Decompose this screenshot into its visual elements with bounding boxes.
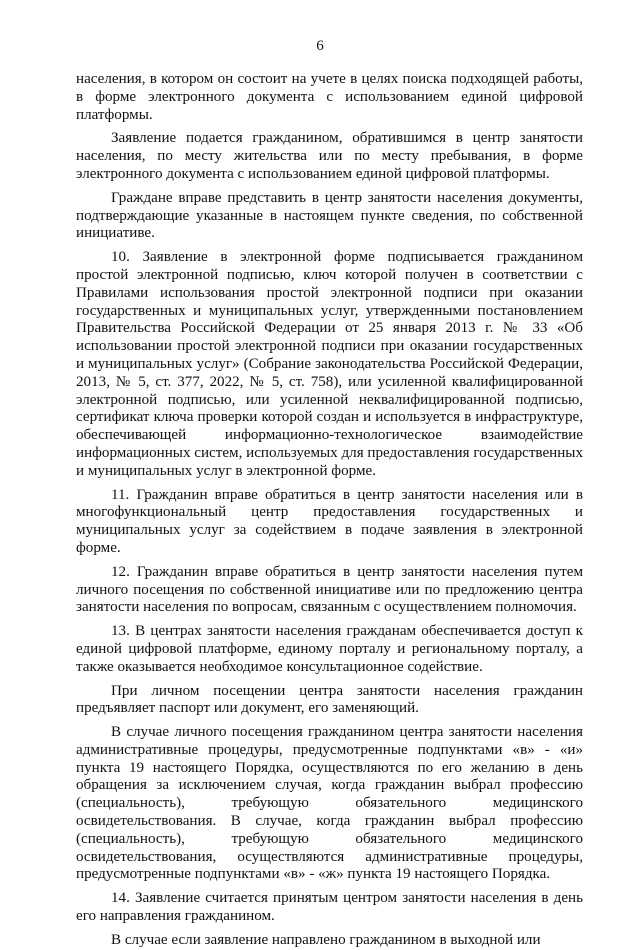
paragraph-personal-visit-passport: При личном посещении центра занятости населения гражданин предъявляет паспорт или документ, его заменяющий. (76, 682, 583, 717)
paragraph-weekend-start: В случае если заявление направлено гражданином в выходной или (111, 931, 541, 948)
document-body (76, 71, 583, 950)
paragraph-item-11: 11. Гражданин вправе обратиться в центр занятости населения или в многофункциональный центр предоставления государственных и муниципальных услуг за содействием в подаче заявления в электронной форме. (76, 486, 583, 556)
paragraph-item-10: 10. Заявление в электронной форме подписывается гражданином простой электронной подписью, ключ которой получен в соответствии с Правилами использования простой электронной подписи при оказании государственных и муниципальных услуг, утвержденными постановлением Правительства Российской Федерации от 25 января 2013 г. № 33 «Об использовании простой электронной подписи при оказании государственных и муниципальных услуг» (Собрание законодательства Российской Федерации, 2013, № 5, ст. 377, 2022, № 5, ст. 758), или усиленной квалифицированной электронной подписью, или усиленной неквалифицированной подписью, сертификат ключа проверки которой создан и используется в инфраструктуре, обеспечивающей информационно-технологическое взаимодействие информационных систем, используемых для предоставления государственных и муниципальных услуг в электронной форме. (76, 249, 583, 479)
paragraph-continuation: населения, в котором он состоит на учете в целях поиска подходящей работы, в форме электронного документа с использованием единой цифровой платформы. (76, 71, 583, 123)
paragraph-item-13: 13. В центрах занятости населения гражданам обеспечивается доступ к единой цифровой платформе, единому порталу и региональному порталу, а также оказывается необходимое консультационное содействие. (76, 623, 583, 675)
paragraph-item-12: 12. Гражданин вправе обратиться в центр занятости населения путем личного посещения по собственной инициативе или по предложению центра занятости населения по вопросам, связанным с осуществлением полномочия. (76, 563, 583, 616)
page-number: 6 (316, 38, 324, 54)
paragraph-personal-visit-procedures: В случае личного посещения гражданином центра занятости населения административные процедуры, предусмотренные подпунктами «в» - «и» пункта 19 настоящего Порядка, осуществляются по его желанию в день обращения за исключением случая, когда гражданин выбрал профессию (специальность), требующую обязательного медицинского освидетельствования. В случае, когда гражданин выбрал профессию (специальность), требующую обязательного медицинского освидетельствования, осуществляются административные процедуры, предусмотренные подпунктами «в» - «ж» пункта 19 настоящего Порядка. (76, 724, 583, 883)
paragraph-item-14: 14. Заявление считается принятым центром занятости населения в день его направления гражданином. (76, 890, 583, 925)
paragraph-citizens-may-submit: Граждане вправе представить в центр занятости населения документы, подтверждающие указанные в настоящем пункте сведения, по собственной инициативе. (76, 189, 583, 242)
paragraph-application-submitted: Заявление подается гражданином, обратившимся в центр занятости населения, по месту жительства или по месту пребывания, в форме электронного документа с использованием единой цифровой платформы. (76, 130, 583, 182)
